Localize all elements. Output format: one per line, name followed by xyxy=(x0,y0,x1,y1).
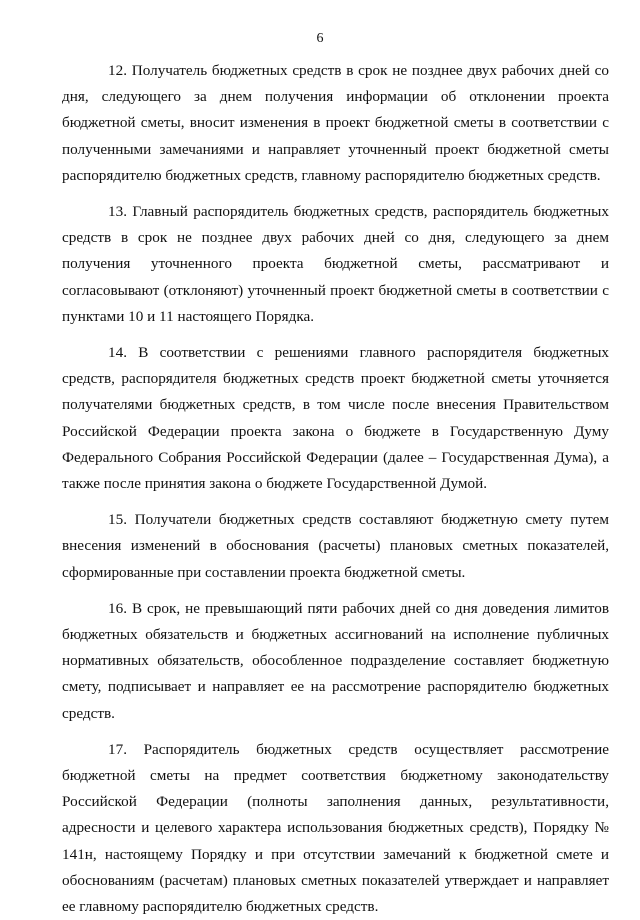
paragraph-15: 15. Получатели бюджетных средств составляют бюджетную смету путем внесения изменений в обоснования (расчеты) плановых сметных показателей, сформированные при составлении проекта бюджетной сметы. xyxy=(62,511,609,581)
paragraph-14: 14. В соответствии с решениями главного распорядителя бюджетных средств, распорядителя бюджетных средств проект бюджетной сметы уточняется получателями бюджетных средств, в том числе после внесения Правительством Российской Федерации проекта закона о бюджете в Государственную Думу Федерального Собрания Российской Федерации (далее – Государственная Дума), а также после принятия закона о бюджете Государственной Думой. xyxy=(62,344,609,493)
paragraph-12: 12. Получатель бюджетных средств в срок не позднее двух рабочих дней со дня, следующего за днем получения информации об отклонении проекта бюджетной сметы, вносит изменения в проект бюджетной сметы в соответствии с полученными замечаниями и направляет уточненный проект бюджетной сметы распорядителю бюджетных средств, главному распорядителю бюджетных средств. xyxy=(62,62,609,184)
paragraph-16: 16. В срок, не превышающий пяти рабочих дней со дня доведения лимитов бюджетных обязательств и бюджетных ассигнований на исполнение публичных нормативных обязательств, обособленное подразделение составляет бюджетную смету, подписывает и направляет ее на рассмотрение распорядителю бюджетных средств. xyxy=(62,599,609,722)
document-body xyxy=(62,58,609,920)
paragraph-17: 17. Распорядитель бюджетных средств осуществляет рассмотрение бюджетной сметы на предмет соответствия бюджетному законодательству Российской Федерации (полноты заполнения данных, результативности, адресности и целевого характера использования бюджетных средств), Порядку № 141н, настоящему Порядку и при отсутствии замечаний к бюджетной смете и обоснованиям (расчетам) плановых сметных показателей утверждает и направляет ее главному распорядителю бюджетных средств. xyxy=(62,740,609,916)
page-number: 6 xyxy=(316,31,324,46)
paragraph-13: 13. Главный распорядитель бюджетных средств, распорядитель бюджетных средств в срок не позднее двух рабочих дней со дня, следующего за днем получения уточненного проекта бюджетной сметы, рассматривают и согласовывают (отклоняют) уточненный проект бюджетной сметы в соответствии с пунктами 10 и 11 настоящего Порядка. xyxy=(62,203,609,325)
